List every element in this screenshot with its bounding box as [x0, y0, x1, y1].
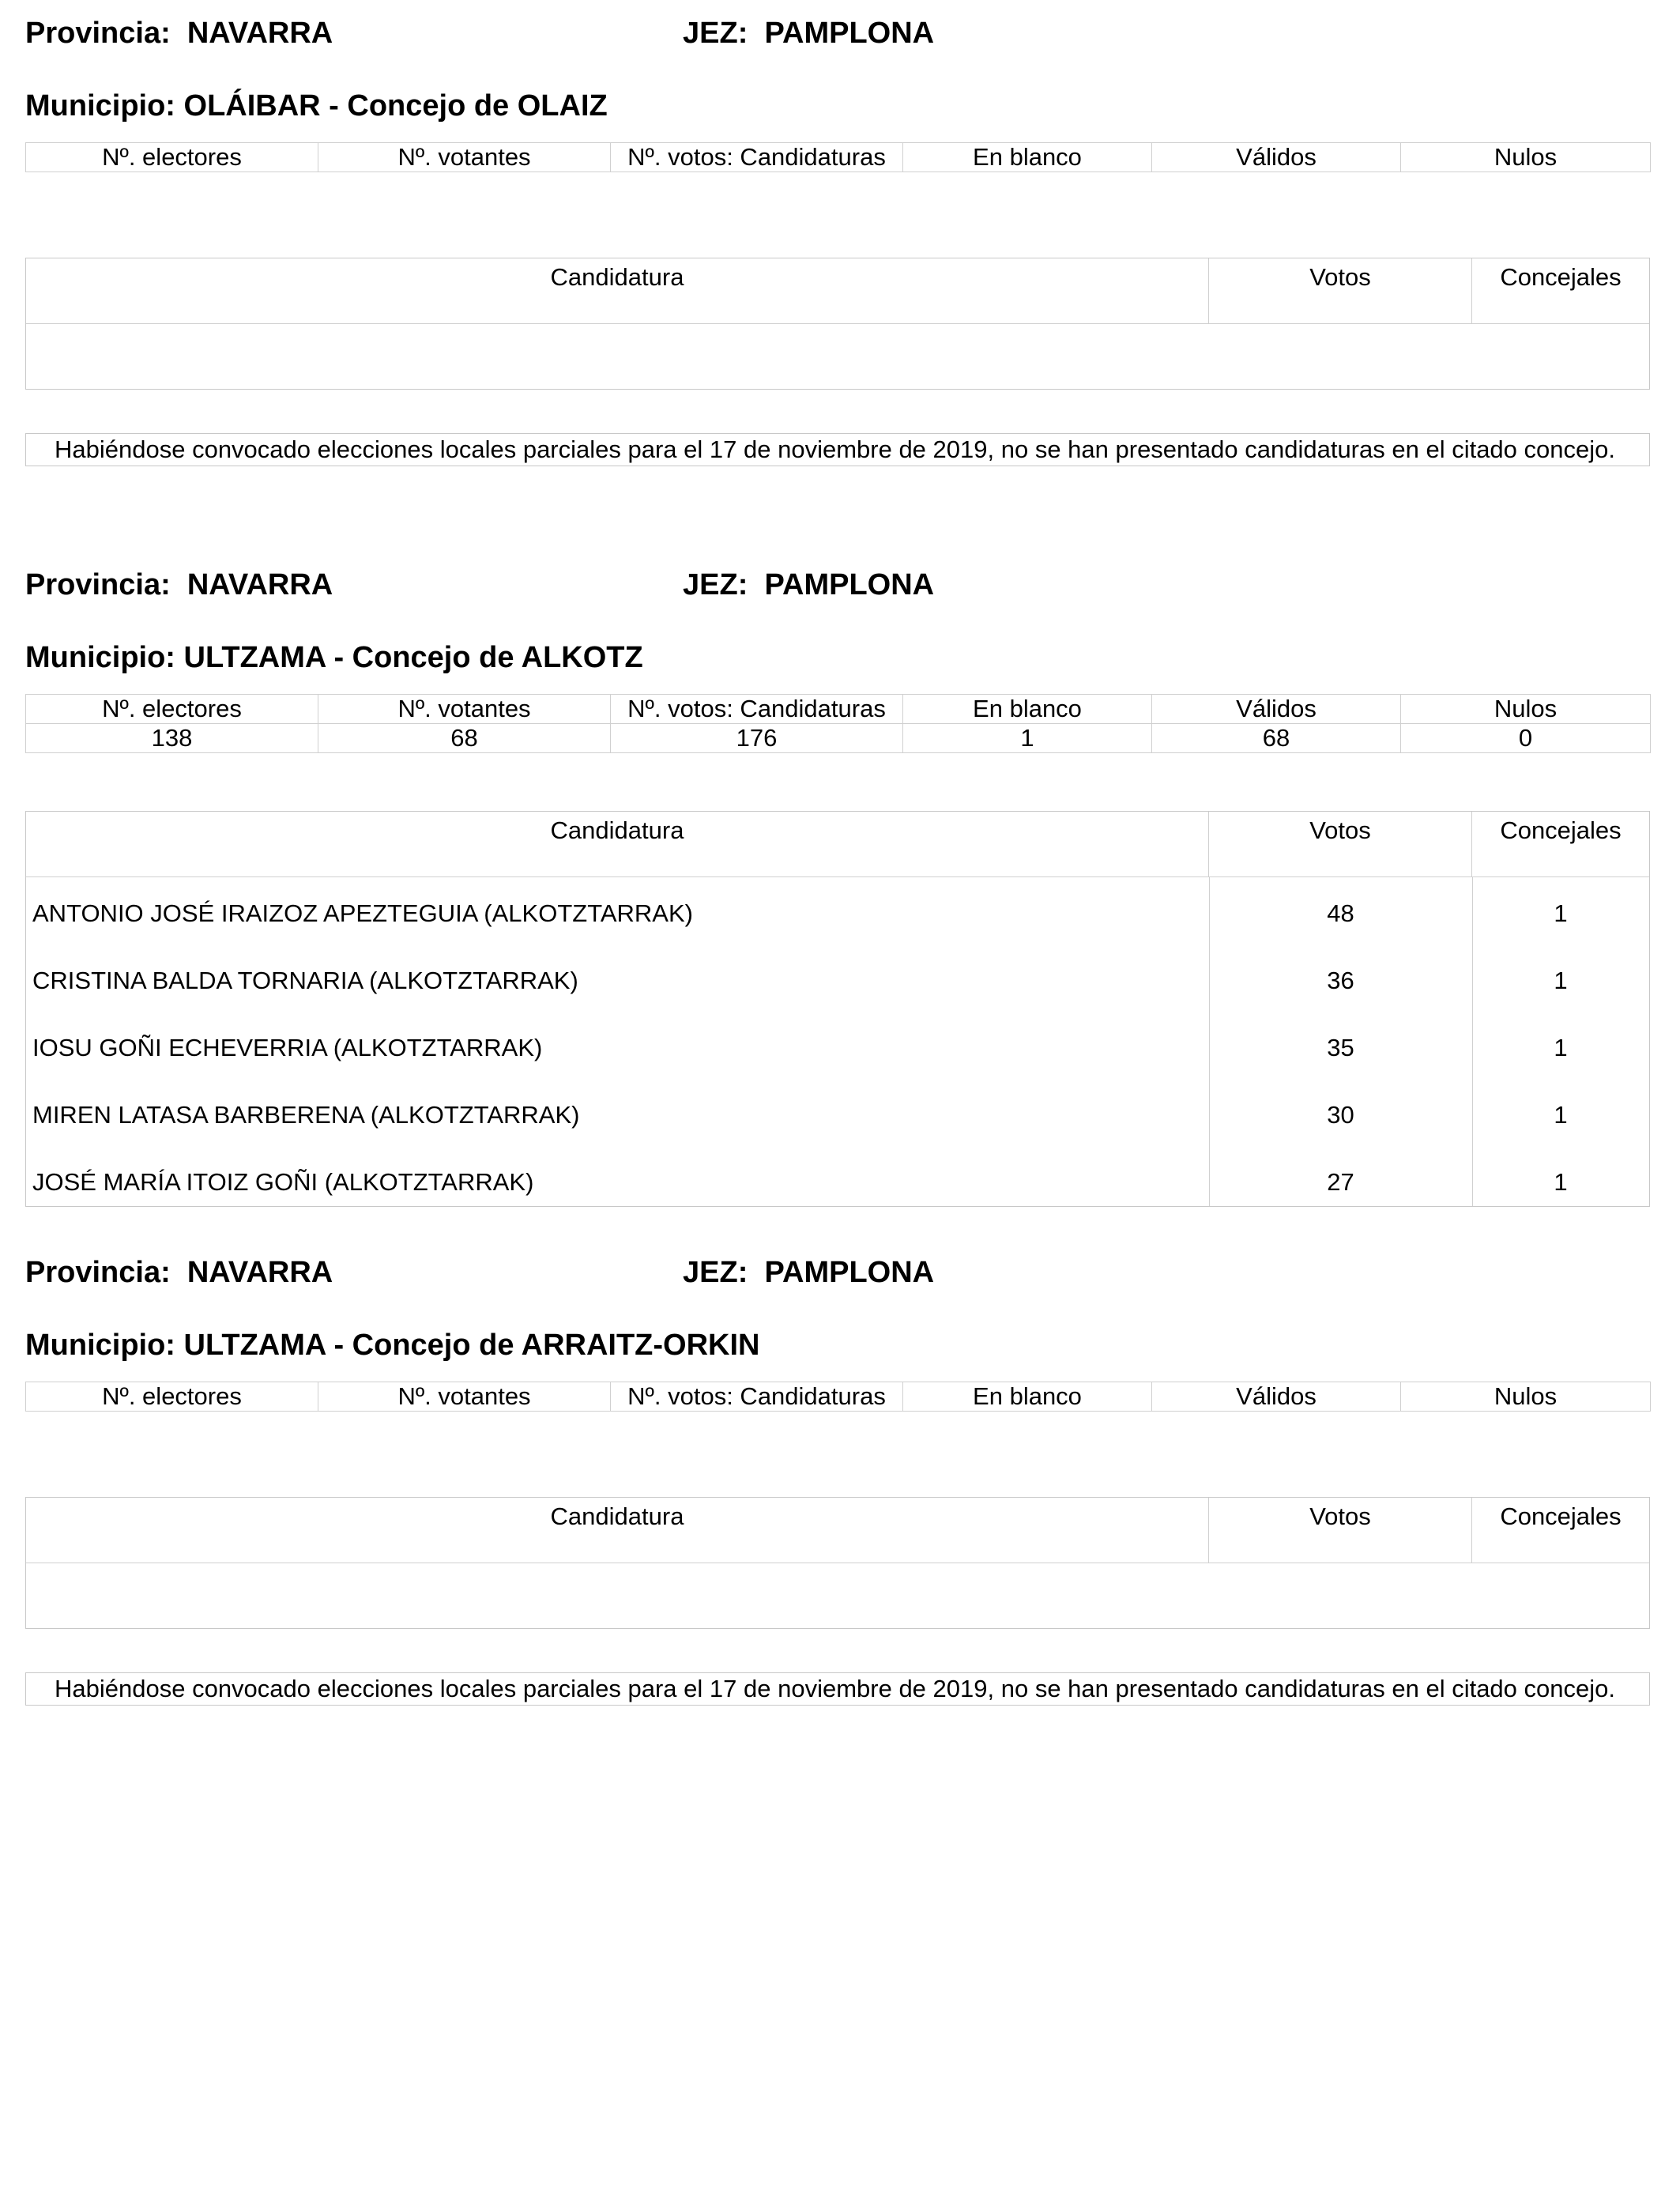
no-candidates-note: Habiéndose convocado elecciones locales parciales para el 17 de noviembre de 2019, no se han presentado candidaturas en el citado concejo.: [25, 1672, 1650, 1706]
votos-header: Votos: [1209, 258, 1472, 323]
municipio-title: Municipio: ULTZAMA - Concejo de ALKOTZ: [25, 641, 643, 674]
stats-header-row: [26, 143, 1651, 172]
candidate-concejales: 1: [1554, 1168, 1568, 1196]
candidate-row: [26, 1146, 1649, 1206]
candidate-name: JOSÉ MARÍA ITOIZ GOÑI (ALKOTZTARRAK): [32, 1168, 534, 1196]
candidate-name: IOSU GOÑI ECHEVERRIA (ALKOTZTARRAK): [32, 1034, 543, 1061]
stats-value-nulos: 0: [1401, 724, 1651, 753]
section-header: [25, 11, 1650, 55]
stats-value-validos: 68: [1152, 724, 1401, 753]
stats-value-en-blanco: 1: [903, 724, 1152, 753]
provincia: Provincia: NAVARRA: [25, 568, 333, 601]
candidatura-header: Candidatura: [26, 258, 1209, 323]
stats-header-row: [26, 695, 1651, 724]
stats-value-electores: 138: [26, 724, 318, 753]
concejales-header: Concejales: [1500, 263, 1622, 291]
candidates-body-empty: [26, 324, 1649, 389]
candidate-votos: 30: [1327, 1101, 1354, 1129]
candidate-concejales: 1: [1554, 1101, 1568, 1129]
candidate-row: [26, 1012, 1649, 1079]
candidates-table: [25, 811, 1650, 1207]
jez: JEZ: PAMPLONA: [683, 568, 935, 601]
candidate-concejales: 1: [1554, 899, 1568, 927]
jez: JEZ: PAMPLONA: [683, 17, 935, 50]
section-header: [25, 1250, 1650, 1295]
concejales-header: Concejales: [1500, 1502, 1622, 1530]
candidates-header-row: [26, 1498, 1649, 1563]
candidate-name: ANTONIO JOSÉ IRAIZOZ APEZTEGUIA (ALKOTZTARRAK): [32, 899, 693, 927]
stats-header-electores: Nº. electores: [26, 1382, 318, 1412]
candidate-concejales: 1: [1554, 1034, 1568, 1061]
stats-header-votos-candidaturas: Nº. votos: Candidaturas: [611, 1382, 903, 1412]
stats-value-votos-candidaturas: 176: [611, 724, 903, 753]
provincia: Provincia: NAVARRA: [25, 1256, 333, 1289]
votos-header: Votos: [1209, 1498, 1472, 1563]
candidate-concejales: 1: [1554, 967, 1568, 994]
candidate-row: [26, 1079, 1649, 1146]
candidate-row: [26, 877, 1649, 944]
candidate-row: [26, 944, 1649, 1012]
concejales-header: Concejales: [1500, 816, 1622, 844]
candidates-table: [25, 258, 1650, 390]
stats-table: [25, 694, 1651, 753]
stats-header-votos-candidaturas: Nº. votos: Candidaturas: [611, 143, 903, 172]
stats-values-row: [26, 724, 1651, 753]
stats-header-votantes: Nº. votantes: [318, 143, 611, 172]
candidate-votos: 35: [1327, 1034, 1354, 1061]
provincia: Provincia: NAVARRA: [25, 17, 333, 50]
candidate-votos: 36: [1327, 967, 1354, 994]
candidates-header-row: [26, 812, 1649, 877]
stats-header-validos: Válidos: [1152, 143, 1401, 172]
candidatura-header: Candidatura: [26, 812, 1209, 876]
stats-header-electores: Nº. electores: [26, 695, 318, 724]
stats-header-en-blanco: En blanco: [903, 143, 1152, 172]
stats-header-votos-candidaturas: Nº. votos: Candidaturas: [611, 695, 903, 724]
votos-header: Votos: [1209, 812, 1472, 876]
stats-value-votantes: 68: [318, 724, 611, 753]
candidate-votos: 27: [1327, 1168, 1354, 1196]
stats-header-validos: Válidos: [1152, 695, 1401, 724]
stats-table: [25, 1382, 1651, 1412]
candidates-body-empty: [26, 1563, 1649, 1628]
municipio-title: Municipio: OLÁIBAR - Concejo de OLAIZ: [25, 89, 608, 123]
municipio-title: Municipio: ULTZAMA - Concejo de ARRAITZ-ORKIN: [25, 1329, 760, 1362]
stats-header-en-blanco: En blanco: [903, 695, 1152, 724]
candidate-votos: 48: [1327, 899, 1354, 927]
section-header: [25, 563, 1650, 607]
stats-header-electores: Nº. electores: [26, 143, 318, 172]
candidatura-header: Candidatura: [26, 1498, 1209, 1563]
stats-header-nulos: Nulos: [1401, 1382, 1651, 1412]
stats-header-validos: Válidos: [1152, 1382, 1401, 1412]
candidates-body: [26, 877, 1649, 1206]
candidates-table: [25, 1497, 1650, 1629]
stats-header-votantes: Nº. votantes: [318, 1382, 611, 1412]
jez: JEZ: PAMPLONA: [683, 1256, 935, 1289]
stats-header-nulos: Nulos: [1401, 695, 1651, 724]
candidate-name: MIREN LATASA BARBERENA (ALKOTZTARRAK): [32, 1101, 580, 1129]
stats-header-en-blanco: En blanco: [903, 1382, 1152, 1412]
candidates-header-row: [26, 258, 1649, 324]
stats-header-row: [26, 1382, 1651, 1412]
stats-header-nulos: Nulos: [1401, 143, 1651, 172]
stats-header-votantes: Nº. votantes: [318, 695, 611, 724]
candidate-name: CRISTINA BALDA TORNARIA (ALKOTZTARRAK): [32, 967, 578, 994]
stats-table: [25, 142, 1651, 172]
no-candidates-note: Habiéndose convocado elecciones locales parciales para el 17 de noviembre de 2019, no se han presentado candidaturas en el citado concejo.: [25, 433, 1650, 466]
